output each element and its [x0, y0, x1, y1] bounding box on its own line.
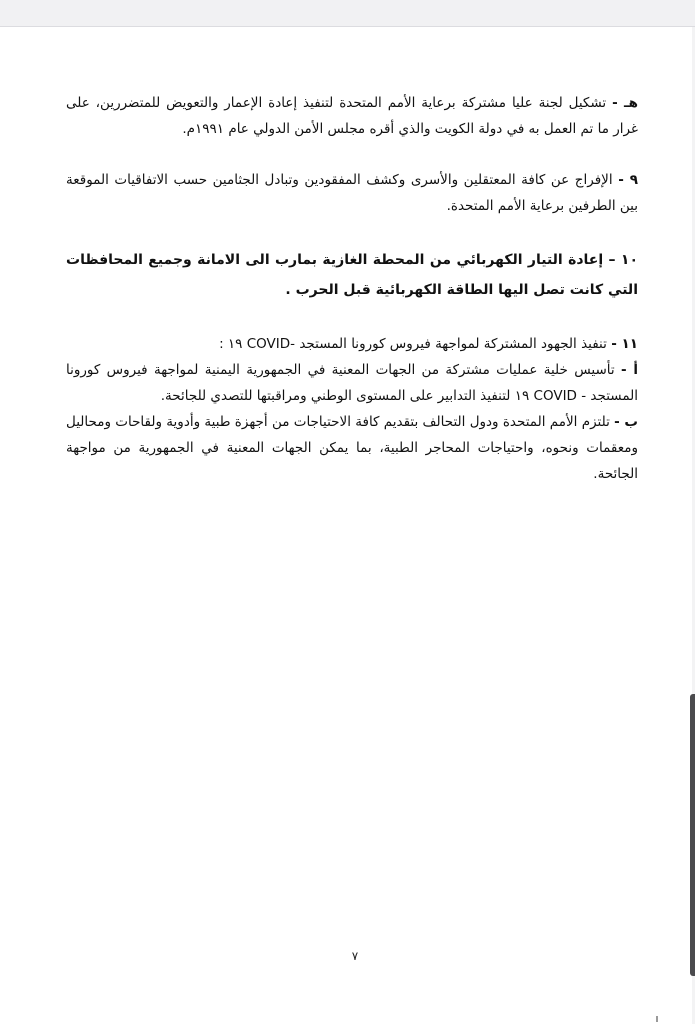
- paragraph-11-b: [66, 409, 638, 487]
- paragraph-11-a: [66, 357, 638, 409]
- document-body: [66, 90, 638, 487]
- paragraph-he: [66, 90, 638, 142]
- paragraph-text: الإفراج عن كافة المعتقلين والأسرى وكشف المفقودين وتبادل الجثامين حسب الاتفاقيات الموقعة بين الطرفين برعاية الأمم المتحدة.: [66, 172, 638, 214]
- paragraph-text: تشكيل لجنة عليا مشتركة برعاية الأمم المتحدة لتنفيذ إعادة الإعمار والتعويض للمتضررين، على غرار ما تم العمل به في دولة الكويت والذي أقره مجلس الأمن الدولي عام ١٩٩١م.: [66, 95, 638, 137]
- viewer-top-bar: [0, 0, 695, 27]
- paragraph-text: تنفيذ الجهود المشتركة لمواجهة فيروس كورونا المستجد -COVID ١٩ :: [219, 336, 607, 352]
- page-number: ٧: [351, 949, 359, 963]
- paragraph-text: ١٠ – إعادة التيار الكهربائي من المحطة الغازية بمارب الى الامانة وجميع المحافظات التي كانت تصل اليها الطاقة الكهربائية قبل الحرب .: [66, 252, 638, 298]
- paragraph-marker: ١١ -: [611, 336, 638, 352]
- paragraph-text: تلتزم الأمم المتحدة ودول التحالف بتقديم كافة الاحتياجات من أجهزة طبية وأدوية ولقاحات ومحاليل ومعقمات ونحوه، واحتياجات المحاجر الطبية، بما يمكن الجهات المعنية في الجمهورية من مواجهة الجائحة.: [65, 414, 638, 482]
- paragraph-11: [66, 331, 638, 357]
- paragraph-marker: ٩ -: [618, 172, 639, 188]
- paragraph-marker: ب -: [614, 414, 638, 430]
- paragraph-10: [66, 245, 638, 305]
- paragraph-text: تأسيس خلية عمليات مشتركة من الجهات المعنية في الجمهورية اليمنية لمواجهة فيروس كورونا المستجد - COVID ١٩ لتنفيذ التدابير على المستوى الوطني ومراقبتها للتصدي للجائحة.: [66, 362, 638, 404]
- paragraph-9: [66, 167, 638, 219]
- paragraph-marker: أ -: [621, 362, 638, 378]
- page-corner-mark: [656, 1016, 658, 1022]
- scrollbar-handle[interactable]: [690, 694, 695, 976]
- document-page: [0, 27, 692, 1024]
- paragraph-marker: هـ -: [612, 95, 638, 111]
